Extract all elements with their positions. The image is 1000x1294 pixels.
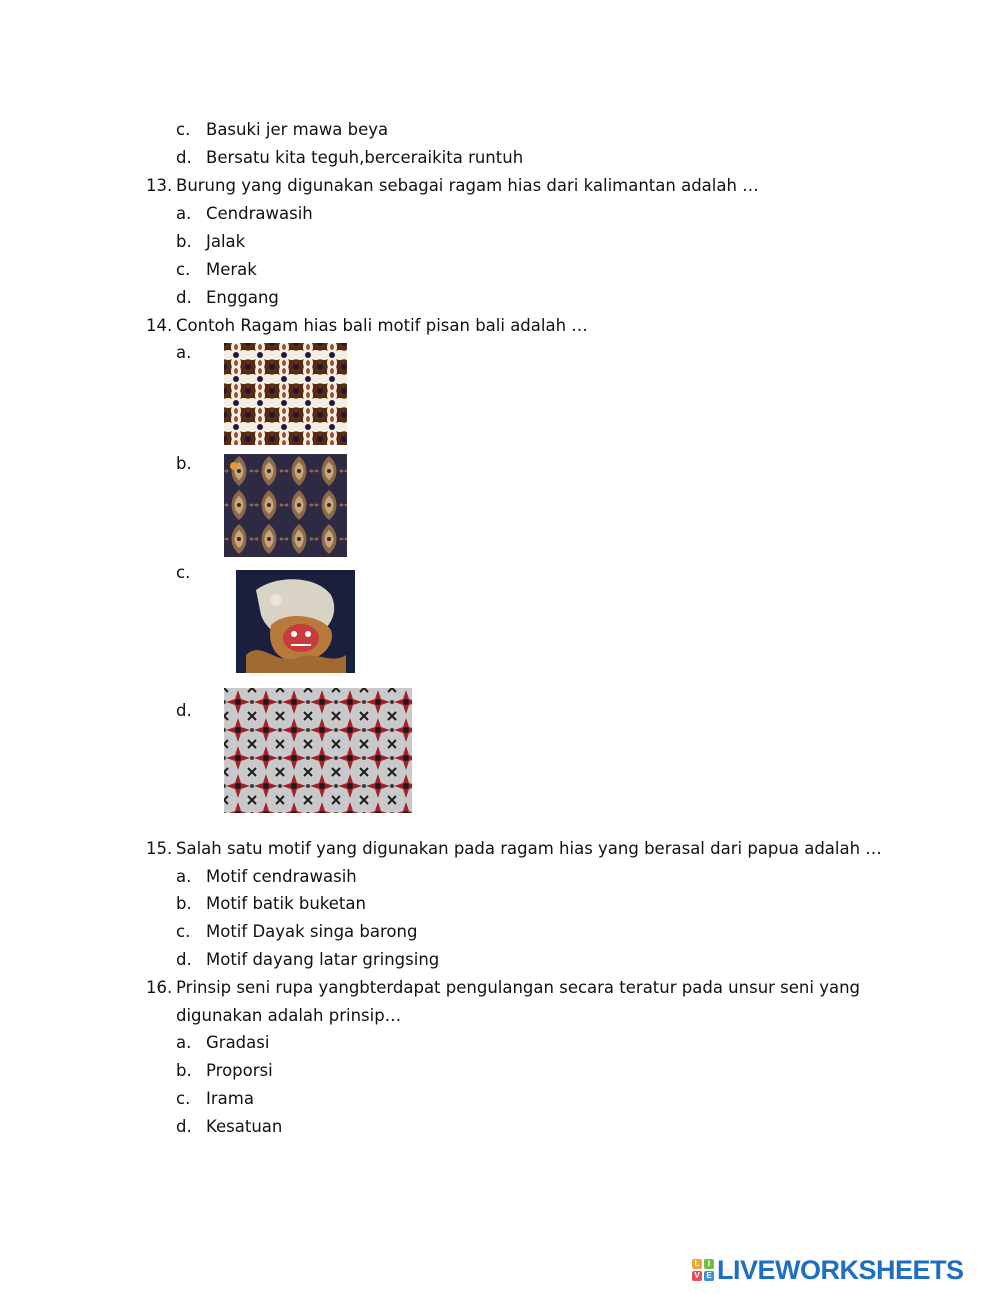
question-text: Burung yang digunakan sebagai ragam hias dari kalimantan adalah … bbox=[176, 176, 759, 195]
option-letter: b. bbox=[176, 454, 192, 473]
option-letter: b. bbox=[176, 232, 192, 251]
option-letter: a. bbox=[176, 204, 192, 223]
option-text: Motif Dayak singa barong bbox=[206, 922, 418, 941]
option-letter: d. bbox=[176, 288, 192, 307]
option-letter: a. bbox=[176, 343, 192, 362]
logo-text: LIVEWORKSHEETS bbox=[717, 1254, 964, 1285]
barong-batik-image[interactable] bbox=[236, 570, 355, 673]
logo-block-e: E bbox=[704, 1271, 714, 1281]
question-number: 15. bbox=[146, 839, 173, 858]
option-letter: c. bbox=[176, 563, 191, 582]
option-text: Kesatuan bbox=[206, 1117, 283, 1136]
option-text: Motif batik buketan bbox=[206, 894, 366, 913]
option-letter: c. bbox=[176, 922, 191, 941]
option-text: Proporsi bbox=[206, 1061, 273, 1080]
logo-block-i: I bbox=[704, 1259, 714, 1269]
option-text: Jalak bbox=[206, 232, 246, 251]
option-text: Enggang bbox=[206, 288, 279, 307]
liveworksheets-logo bbox=[692, 1255, 964, 1285]
option-letter: d. bbox=[176, 701, 192, 720]
option-letter: d. bbox=[176, 148, 192, 167]
question-text-line2: digunakan adalah prinsip… bbox=[176, 1006, 402, 1025]
question-text: Prinsip seni rupa yangbterdapat pengulangan secara teratur pada unsur seni yang bbox=[176, 978, 861, 997]
option-text: Motif dayang latar gringsing bbox=[206, 950, 440, 969]
question-text: Contoh Ragam hias bali motif pisan bali adalah … bbox=[176, 316, 588, 335]
option-letter: a. bbox=[176, 1033, 192, 1052]
option-letter: d. bbox=[176, 1117, 192, 1136]
option-letter: c. bbox=[176, 260, 191, 279]
option-letter: b. bbox=[176, 1061, 192, 1080]
option-text: Gradasi bbox=[206, 1033, 270, 1052]
option-text: Cendrawasih bbox=[206, 204, 313, 223]
logo-icon bbox=[692, 1259, 714, 1281]
red-grey-batik-image[interactable] bbox=[224, 688, 412, 813]
option-text: Motif cendrawasih bbox=[206, 867, 357, 886]
logo-block-l: L bbox=[692, 1259, 702, 1269]
question-number: 14. bbox=[146, 316, 173, 335]
option-letter: d. bbox=[176, 950, 192, 969]
option-text: Merak bbox=[206, 260, 257, 279]
question-number: 13. bbox=[146, 176, 173, 195]
option-letter: c. bbox=[176, 1089, 191, 1108]
option-text: Bersatu kita teguh,berceraikita runtuh bbox=[206, 148, 524, 167]
kawung-batik-image[interactable] bbox=[224, 343, 347, 445]
question-text: Salah satu motif yang digunakan pada ragam hias yang berasal dari papua adalah … bbox=[176, 839, 882, 858]
option-letter: c. bbox=[176, 120, 191, 139]
option-letter: b. bbox=[176, 894, 192, 913]
floral-batik-image[interactable] bbox=[224, 454, 347, 557]
logo-block-v: V bbox=[692, 1271, 702, 1281]
option-text: Irama bbox=[206, 1089, 254, 1108]
option-text: Basuki jer mawa beya bbox=[206, 120, 389, 139]
option-letter: a. bbox=[176, 867, 192, 886]
question-number: 16. bbox=[146, 978, 173, 997]
